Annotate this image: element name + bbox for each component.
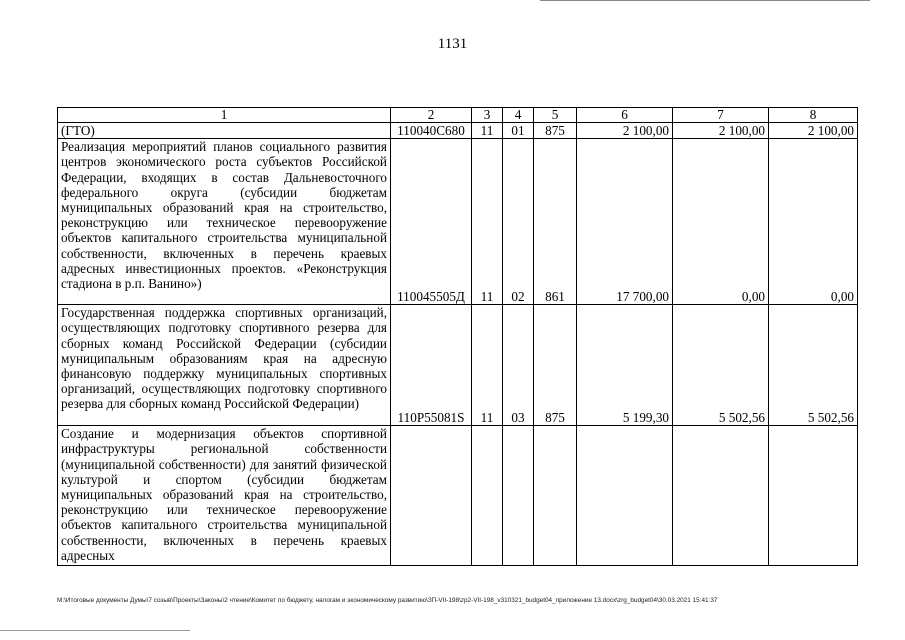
table-row xyxy=(58,305,858,426)
row-code: 110Р55081S xyxy=(391,305,472,426)
budget-table xyxy=(57,107,858,566)
table-header-row xyxy=(58,108,858,123)
row-amount-col8: 5 502,56 xyxy=(769,305,858,426)
row-amount-col6 xyxy=(577,426,673,566)
row-description: Создание и модернизация объектов спортивной инфраструктуры региональной собственности (муниципальной собственности) для занятий физической культурой и спортом (субсидии бюджетам муниципальных образований края на строительство, реконструкцию или техническое перевооружение объектов капитального строительства муниципальной собственности, включенных в перечень краевых адресных xyxy=(58,426,391,566)
row-amount-col8: 2 100,00 xyxy=(769,123,858,139)
row-expense-type: 875 xyxy=(534,305,577,426)
row-subsection: 02 xyxy=(503,139,534,305)
column-header: 2 xyxy=(391,108,472,123)
row-description: (ГТО) xyxy=(58,123,391,139)
column-header: 1 xyxy=(58,108,391,123)
row-amount-col7: 0,00 xyxy=(673,139,769,305)
bottom-edge-line xyxy=(0,630,190,631)
row-description: Государственная поддержка спортивных организаций, осуществляющих подготовку спортивного резерва для сборных команд Российской Федерации (субсидии муниципальным образованиям края на адресную финансовую поддержку муниципальных спортивных организаций, осуществляющих подготовку спортивного резерва для сборных команд Российской Федерации) xyxy=(58,305,391,426)
row-description: Реализация мероприятий планов социального развития центров экономического роста субъектов Российской Федерации, входящих в состав Дальневосточного федерального округа (субсидии бюджетам муниципальных образований края на строительство, реконструкцию или техническое перевооружение объектов капитального строительства муниципальной собственности, включенных в перечень краевых адресных инвестиционных проектов. «Реконструкция стадиона в р.п. Ванино») xyxy=(58,139,391,305)
table-row xyxy=(58,139,858,305)
top-edge-line xyxy=(540,0,870,1)
row-amount-col8 xyxy=(769,426,858,566)
page-number: 1131 xyxy=(437,36,468,52)
row-section: 11 xyxy=(472,139,503,305)
column-header: 8 xyxy=(769,108,858,123)
row-expense-type: 875 xyxy=(534,123,577,139)
table-row xyxy=(58,123,858,139)
column-header: 5 xyxy=(534,108,577,123)
file-path-footer: M:\Итоговые документы Думы\7 созыв\Проекты\Законы\2 чтение\Комитет по бюджету, налогам и экономическому развитию\ЗП-VII-198\zp2-VII-198_v310321_budget04_приложение 13.docx\zrg_budget04\30.03.2021 15:41:37 xyxy=(57,597,718,604)
column-header: 7 xyxy=(673,108,769,123)
row-amount-col6: 2 100,00 xyxy=(577,123,673,139)
row-section: 11 xyxy=(472,305,503,426)
column-header: 3 xyxy=(472,108,503,123)
column-header: 4 xyxy=(503,108,534,123)
row-section: 11 xyxy=(472,123,503,139)
row-subsection: 01 xyxy=(503,123,534,139)
row-expense-type xyxy=(534,426,577,566)
table-row xyxy=(58,426,858,566)
row-amount-col7: 2 100,00 xyxy=(673,123,769,139)
row-subsection xyxy=(503,426,534,566)
row-code xyxy=(391,426,472,566)
row-amount-col6: 5 199,30 xyxy=(577,305,673,426)
row-amount-col8: 0,00 xyxy=(769,139,858,305)
row-amount-col6: 17 700,00 xyxy=(577,139,673,305)
row-expense-type: 861 xyxy=(534,139,577,305)
row-code: 110045505Д xyxy=(391,139,472,305)
column-header: 6 xyxy=(577,108,673,123)
row-amount-col7: 5 502,56 xyxy=(673,305,769,426)
row-amount-col7 xyxy=(673,426,769,566)
row-subsection: 03 xyxy=(503,305,534,426)
row-code: 110040С680 xyxy=(391,123,472,139)
row-section xyxy=(472,426,503,566)
